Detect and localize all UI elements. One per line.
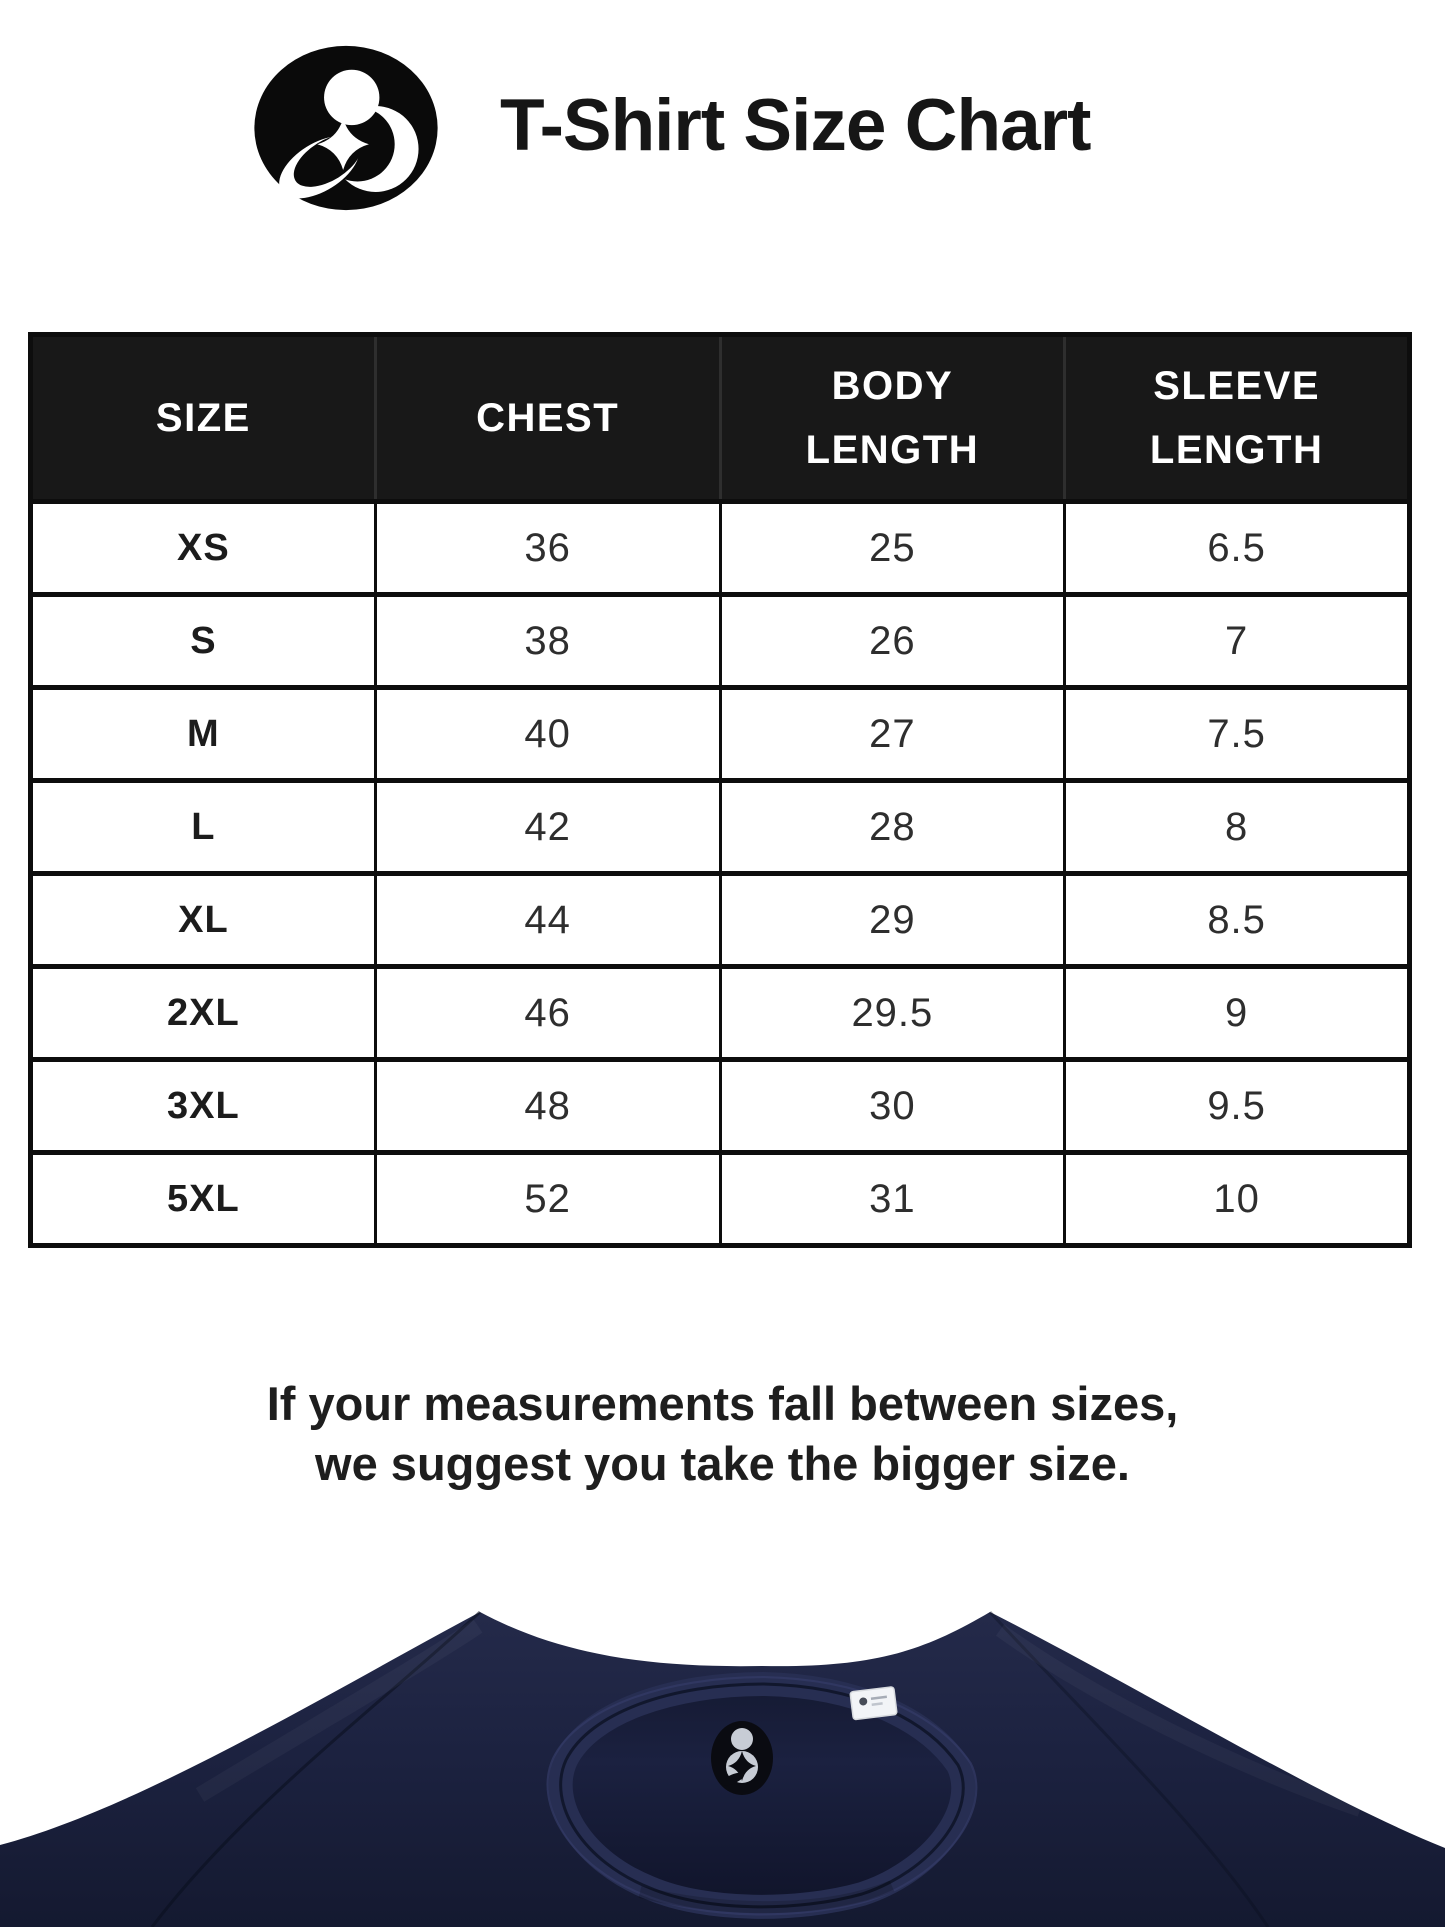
chest-cell: 48: [375, 1060, 720, 1153]
neck-size-tag: [850, 1687, 897, 1720]
table-row: [31, 874, 1410, 967]
sizing-note: [0, 1374, 1445, 1494]
sleeve-length-cell: 8.5: [1065, 874, 1410, 967]
sleeve-length-cell: 7: [1065, 595, 1410, 688]
chest-cell: 40: [375, 688, 720, 781]
sleeve-length-cell: 8: [1065, 781, 1410, 874]
size-cell: M: [31, 688, 376, 781]
sizing-note-line2: we suggest you take the bigger size.: [315, 1437, 1130, 1490]
col-header-size: SIZE: [31, 335, 376, 502]
tshirt-photo: [0, 1560, 1445, 1927]
size-cell: S: [31, 595, 376, 688]
sleeve-length-cell: 9.5: [1065, 1060, 1410, 1153]
neck-logo-icon: [711, 1721, 773, 1795]
chest-cell: 52: [375, 1153, 720, 1246]
col-header-chest: CHEST: [375, 335, 720, 502]
size-cell: XL: [31, 874, 376, 967]
size-cell: 5XL: [31, 1153, 376, 1246]
size-table: [28, 332, 1412, 1248]
table-row: [31, 781, 1410, 874]
body-length-cell: 25: [720, 502, 1065, 595]
table-row: [31, 502, 1410, 595]
page-title: T-Shirt Size Chart: [500, 85, 1091, 166]
table-header-row: [31, 335, 1410, 502]
body-length-cell: 29: [720, 874, 1065, 967]
chest-cell: 44: [375, 874, 720, 967]
col-header-body-length: BODY LENGTH: [720, 335, 1065, 502]
sleeve-length-cell: 6.5: [1065, 502, 1410, 595]
sleeve-length-cell: 7.5: [1065, 688, 1410, 781]
chest-cell: 36: [375, 502, 720, 595]
chest-cell: 38: [375, 595, 720, 688]
chest-cell: 46: [375, 967, 720, 1060]
sleeve-length-cell: 9: [1065, 967, 1410, 1060]
body-length-cell: 31: [720, 1153, 1065, 1246]
sleeve-length-cell: 10: [1065, 1153, 1410, 1246]
size-cell: XS: [31, 502, 376, 595]
col-header-sleeve-length: SLEEVE LENGTH: [1065, 335, 1410, 502]
size-cell: 3XL: [31, 1060, 376, 1153]
table-row: [31, 1060, 1410, 1153]
table-row: [31, 595, 1410, 688]
brand-logo-icon: [250, 44, 442, 212]
chest-cell: 42: [375, 781, 720, 874]
body-length-cell: 28: [720, 781, 1065, 874]
body-length-cell: 29.5: [720, 967, 1065, 1060]
sizing-note-line1: If your measurements fall between sizes,: [266, 1377, 1179, 1430]
body-length-cell: 26: [720, 595, 1065, 688]
body-length-cell: 27: [720, 688, 1065, 781]
table-row: [31, 688, 1410, 781]
size-cell: 2XL: [31, 967, 376, 1060]
table-row: [31, 967, 1410, 1060]
size-cell: L: [31, 781, 376, 874]
table-row: [31, 1153, 1410, 1246]
body-length-cell: 30: [720, 1060, 1065, 1153]
